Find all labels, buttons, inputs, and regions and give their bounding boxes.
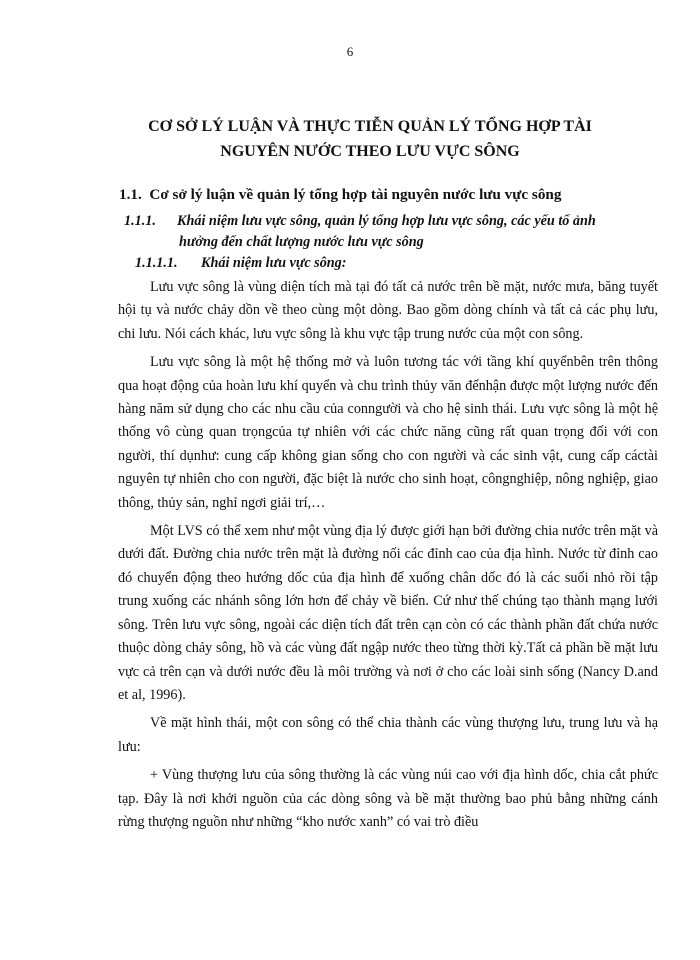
chapter-title-line-2: NGUYÊN NƯỚC THEO LƯU VỰC SÔNG [220, 143, 520, 160]
chapter-title [100, 114, 640, 164]
page-number: 6 [346, 44, 354, 59]
section-heading-1-1 [119, 186, 561, 204]
paragraph: + Vùng thượng lưu của sông thường là các vùng núi cao với địa hình dốc, chia cắt phức tạp. Đây là nơi khởi nguồn của các dòng sông và bề mặt thường bao phủ bằng những cánh rừng thượng nguồn như những “kho nước xanh” có vai trò điều [118, 767, 658, 830]
paragraph: Lưu vực sông là vùng diện tích mà tại đó tất cả nước trên bề mặt, nước mưa, băng tuyết hội tụ và nước chảy dồn về theo cùng một dòng. Bao gồm dòng chính và tất cả các phụ lưu, chi lưu. Nói cách khác, lưu vực sông là khu vực tập trung nước của một con sông. [118, 279, 658, 342]
section-title: Cơ sở lý luận về quản lý tổng hợp tài nguyên nước lưu vực sông [149, 186, 562, 203]
body-text [118, 276, 658, 839]
paragraph: Một LVS có thể xem như một vùng địa lý được giới hạn bởi đường chia nước trên mặt và dưới đất. Đường chia nước trên mặt là đường nối các đỉnh cao của địa hình. Nước từ đỉnh cao đó chuyển động theo hướng dốc của địa hình để xuống chân dốc đó là các suối nhỏ rồi tập trung xuống các nhánh sông lớn hơn để chảy về biển. Cứ như thế chúng tạo thành mạng lưới sông. Trên lưu vực sông, ngoài các diện tích đất trên cạn còn có các thành phần đất chứa nước thuộc dòng chảy sông, hồ và các vùng đất ngập nước theo từng thời kỳ.Tất cả phần bề mặt lưu vực cả trên cạn và dưới nước đều là môi trường và nơi ở cho các loài sinh sống (Nancy D.and et al, 1996). [118, 523, 658, 703]
section-title-line-2: hưởng đến chất lượng nước lưu vực sông [179, 234, 424, 250]
section-number: 1.1.1. [124, 213, 156, 229]
section-number: 1.1.1.1. [135, 255, 178, 271]
paragraph: Lưu vực sông là một hệ thống mở và luôn tương tác với tầng khí quyểnbên trên thông qua hoạt động của hoàn lưu khí quyển và chu trình thủy văn đểnhận được một lượng nước đến hàng năm sử dụng cho các nhu cầu của conngười và cho hệ sinh thái. Lưu vực sông là một hệ thống vô cùng quan trọngcủa tự nhiên với các chức năng cũng rất quan trọng đối với con người, thí dụnhư: cung cấp không gian sống cho con người và các sinh vật, cung cấp cáctài nguyên tự nhiên cho con người, đặc biệt là nước cho sinh hoạt, côngnghiệp, nông nghiệp, giao thông, thủy sản, nghỉ ngơi giải trí,… [118, 354, 658, 511]
paragraph: Về mặt hình thái, một con sông có thể chia thành các vùng thượng lưu, trung lưu và hạ lưu: [118, 715, 658, 755]
section-title-line-1: Khái niệm lưu vực sông, quản lý tổng hợp lưu vực sông, các yếu tố ảnh [177, 213, 596, 229]
section-heading-1-1-1-1 [135, 255, 347, 272]
section-number: 1.1. [119, 186, 142, 203]
section-title: Khái niệm lưu vực sông: [201, 255, 347, 271]
section-heading-1-1-1 [124, 211, 669, 253]
chapter-title-line-1: CƠ SỞ LÝ LUẬN VÀ THỰC TIỄN QUẢN LÝ TỔNG HỢP TÀI [148, 118, 592, 135]
